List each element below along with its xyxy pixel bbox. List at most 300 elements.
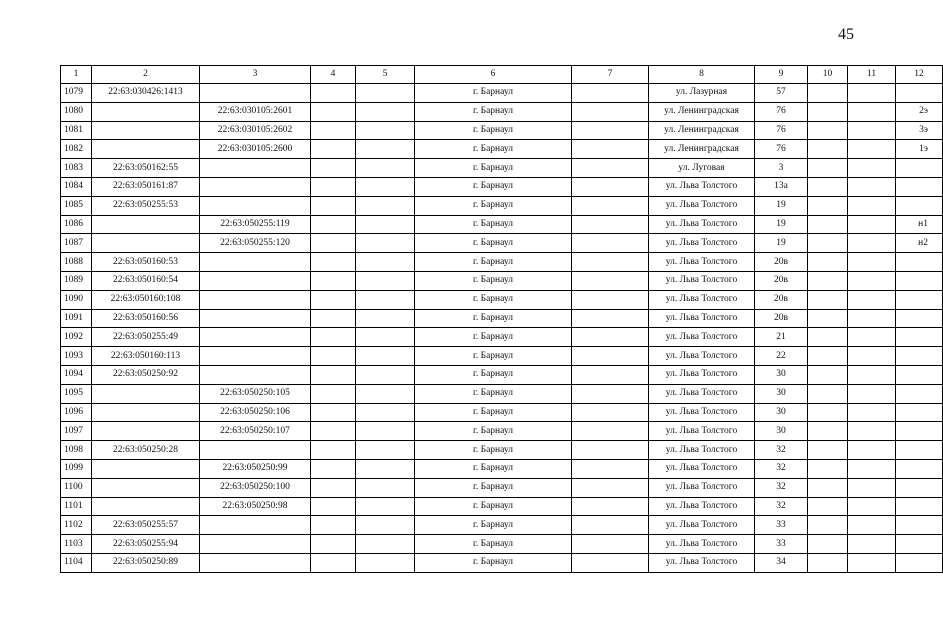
cell-row-number: 1102 xyxy=(61,516,92,535)
cell-column-11 xyxy=(848,441,896,460)
cell-street: ул. Ленинградская xyxy=(649,140,755,159)
cell-column-11 xyxy=(848,347,896,366)
cell-column-11 xyxy=(848,196,896,215)
cell-column-7 xyxy=(572,328,649,347)
cell-unit-number: 2э xyxy=(896,102,943,121)
column-header-4: 4 xyxy=(311,66,356,84)
cell-house-number: 33 xyxy=(755,516,808,535)
cell-column-10 xyxy=(808,290,848,309)
cell-column-5 xyxy=(356,384,415,403)
cell-street: ул. Льва Толстого xyxy=(649,459,755,478)
cell-street: ул. Ленинградская xyxy=(649,121,755,140)
cell-street: ул. Льва Толстого xyxy=(649,253,755,272)
cell-column-10 xyxy=(808,196,848,215)
cell-house-number: 30 xyxy=(755,422,808,441)
cell-row-number: 1088 xyxy=(61,253,92,272)
cell-column-5 xyxy=(356,140,415,159)
cell-column-4 xyxy=(311,102,356,121)
cell-row-number: 1100 xyxy=(61,478,92,497)
cell-building-cadastral-number xyxy=(200,365,311,384)
cell-city: г. Барнаул xyxy=(415,271,572,290)
cell-column-10 xyxy=(808,140,848,159)
cell-unit-number xyxy=(896,384,943,403)
cell-street: ул. Льва Толстого xyxy=(649,497,755,516)
table-row xyxy=(61,365,943,384)
cell-unit-number xyxy=(896,441,943,460)
cell-column-4 xyxy=(311,365,356,384)
cell-building-cadastral-number xyxy=(200,347,311,366)
cell-city: г. Барнаул xyxy=(415,478,572,497)
cell-house-number: 22 xyxy=(755,347,808,366)
cell-street: ул. Ленинградская xyxy=(649,102,755,121)
cell-column-11 xyxy=(848,516,896,535)
cell-city: г. Барнаул xyxy=(415,403,572,422)
cell-column-10 xyxy=(808,441,848,460)
table-row xyxy=(61,553,943,572)
cell-row-number: 1080 xyxy=(61,102,92,121)
cell-house-number: 34 xyxy=(755,553,808,572)
cell-column-7 xyxy=(572,516,649,535)
cell-column-5 xyxy=(356,309,415,328)
cell-land-cadastral-number: 22:63:050161:87 xyxy=(92,177,200,196)
cell-column-7 xyxy=(572,290,649,309)
cell-column-5 xyxy=(356,215,415,234)
cell-column-7 xyxy=(572,253,649,272)
cell-street: ул. Льва Толстого xyxy=(649,441,755,460)
cell-row-number: 1099 xyxy=(61,459,92,478)
cell-column-11 xyxy=(848,234,896,253)
cell-street: ул. Льва Толстого xyxy=(649,215,755,234)
cell-land-cadastral-number: 22:63:050250:92 xyxy=(92,365,200,384)
cell-column-11 xyxy=(848,365,896,384)
table-row xyxy=(61,328,943,347)
cell-row-number: 1092 xyxy=(61,328,92,347)
cell-city: г. Барнаул xyxy=(415,328,572,347)
cell-unit-number xyxy=(896,347,943,366)
cell-column-11 xyxy=(848,140,896,159)
cell-column-5 xyxy=(356,497,415,516)
cell-row-number: 1097 xyxy=(61,422,92,441)
cell-column-5 xyxy=(356,365,415,384)
cell-column-5 xyxy=(356,234,415,253)
cell-column-10 xyxy=(808,215,848,234)
column-header-8: 8 xyxy=(649,66,755,84)
cell-column-4 xyxy=(311,309,356,328)
cell-row-number: 1104 xyxy=(61,553,92,572)
cell-house-number: 57 xyxy=(755,84,808,103)
cell-column-11 xyxy=(848,328,896,347)
cell-column-11 xyxy=(848,84,896,103)
cell-land-cadastral-number xyxy=(92,215,200,234)
cell-column-10 xyxy=(808,422,848,441)
cell-building-cadastral-number xyxy=(200,271,311,290)
cell-column-5 xyxy=(356,441,415,460)
cell-land-cadastral-number xyxy=(92,234,200,253)
cell-building-cadastral-number xyxy=(200,441,311,460)
cell-row-number: 1079 xyxy=(61,84,92,103)
table-row xyxy=(61,196,943,215)
cell-city: г. Барнаул xyxy=(415,422,572,441)
cell-street: ул. Льва Толстого xyxy=(649,177,755,196)
cell-row-number: 1085 xyxy=(61,196,92,215)
cell-land-cadastral-number: 22:63:050160:53 xyxy=(92,253,200,272)
cell-house-number: 19 xyxy=(755,234,808,253)
cell-column-10 xyxy=(808,535,848,554)
page-number: 45 xyxy=(838,26,854,43)
cell-street: ул. Льва Толстого xyxy=(649,234,755,253)
cell-building-cadastral-number: 22:63:030105:2601 xyxy=(200,102,311,121)
cell-street: ул. Льва Толстого xyxy=(649,196,755,215)
cell-column-4 xyxy=(311,121,356,140)
cell-column-7 xyxy=(572,140,649,159)
cell-street: ул. Льва Толстого xyxy=(649,309,755,328)
address-registry-table xyxy=(60,65,943,573)
cell-column-11 xyxy=(848,253,896,272)
table-row xyxy=(61,234,943,253)
cell-building-cadastral-number: 22:63:050250:106 xyxy=(200,403,311,422)
cell-column-7 xyxy=(572,553,649,572)
cell-unit-number: 1э xyxy=(896,140,943,159)
cell-column-5 xyxy=(356,478,415,497)
cell-land-cadastral-number xyxy=(92,403,200,422)
cell-column-11 xyxy=(848,290,896,309)
cell-city: г. Барнаул xyxy=(415,365,572,384)
cell-column-4 xyxy=(311,159,356,178)
cell-land-cadastral-number: 22:63:050250:28 xyxy=(92,441,200,460)
cell-column-5 xyxy=(356,271,415,290)
cell-column-10 xyxy=(808,478,848,497)
cell-city: г. Барнаул xyxy=(415,121,572,140)
cell-column-10 xyxy=(808,121,848,140)
cell-street: ул. Льва Толстого xyxy=(649,403,755,422)
cell-column-4 xyxy=(311,535,356,554)
table-row xyxy=(61,140,943,159)
cell-column-11 xyxy=(848,309,896,328)
cell-unit-number xyxy=(896,309,943,328)
cell-house-number: 3 xyxy=(755,159,808,178)
cell-column-7 xyxy=(572,309,649,328)
cell-building-cadastral-number xyxy=(200,516,311,535)
column-header-1: 1 xyxy=(61,66,92,84)
cell-house-number: 76 xyxy=(755,102,808,121)
cell-city: г. Барнаул xyxy=(415,215,572,234)
cell-land-cadastral-number xyxy=(92,121,200,140)
cell-building-cadastral-number xyxy=(200,535,311,554)
cell-house-number: 19 xyxy=(755,215,808,234)
cell-column-4 xyxy=(311,441,356,460)
cell-house-number: 32 xyxy=(755,441,808,460)
cell-building-cadastral-number xyxy=(200,553,311,572)
cell-column-7 xyxy=(572,84,649,103)
cell-column-7 xyxy=(572,177,649,196)
cell-street: ул. Льва Толстого xyxy=(649,516,755,535)
cell-house-number: 30 xyxy=(755,403,808,422)
cell-unit-number xyxy=(896,84,943,103)
table-row xyxy=(61,497,943,516)
cell-column-5 xyxy=(356,84,415,103)
cell-column-10 xyxy=(808,328,848,347)
cell-column-4 xyxy=(311,196,356,215)
cell-house-number: 32 xyxy=(755,459,808,478)
cell-city: г. Барнаул xyxy=(415,196,572,215)
table-row xyxy=(61,459,943,478)
cell-building-cadastral-number: 22:63:050250:100 xyxy=(200,478,311,497)
cell-city: г. Барнаул xyxy=(415,84,572,103)
cell-column-11 xyxy=(848,384,896,403)
table-body xyxy=(61,84,943,573)
cell-house-number: 32 xyxy=(755,497,808,516)
cell-column-5 xyxy=(356,535,415,554)
cell-house-number: 33 xyxy=(755,535,808,554)
cell-column-4 xyxy=(311,290,356,309)
cell-column-4 xyxy=(311,516,356,535)
column-header-2: 2 xyxy=(92,66,200,84)
cell-street: ул. Льва Толстого xyxy=(649,347,755,366)
cell-unit-number xyxy=(896,271,943,290)
cell-column-5 xyxy=(356,553,415,572)
cell-city: г. Барнаул xyxy=(415,290,572,309)
table-row xyxy=(61,535,943,554)
cell-column-11 xyxy=(848,459,896,478)
cell-column-11 xyxy=(848,422,896,441)
cell-house-number: 20в xyxy=(755,271,808,290)
cell-building-cadastral-number: 22:63:050250:98 xyxy=(200,497,311,516)
cell-city: г. Барнаул xyxy=(415,441,572,460)
table-row xyxy=(61,271,943,290)
cell-row-number: 1095 xyxy=(61,384,92,403)
cell-column-4 xyxy=(311,140,356,159)
cell-building-cadastral-number: 22:63:050250:99 xyxy=(200,459,311,478)
cell-unit-number xyxy=(896,422,943,441)
cell-street: ул. Льва Толстого xyxy=(649,478,755,497)
cell-column-7 xyxy=(572,478,649,497)
cell-column-10 xyxy=(808,403,848,422)
cell-column-11 xyxy=(848,215,896,234)
cell-column-11 xyxy=(848,553,896,572)
cell-column-11 xyxy=(848,102,896,121)
cell-land-cadastral-number xyxy=(92,140,200,159)
cell-row-number: 1103 xyxy=(61,535,92,554)
cell-row-number: 1091 xyxy=(61,309,92,328)
cell-column-5 xyxy=(356,516,415,535)
cell-column-7 xyxy=(572,497,649,516)
column-header-3: 3 xyxy=(200,66,311,84)
cell-city: г. Барнаул xyxy=(415,516,572,535)
cell-unit-number: 3э xyxy=(896,121,943,140)
cell-unit-number xyxy=(896,553,943,572)
cell-column-4 xyxy=(311,422,356,441)
cell-column-7 xyxy=(572,422,649,441)
cell-house-number: 30 xyxy=(755,365,808,384)
cell-row-number: 1083 xyxy=(61,159,92,178)
column-header-9: 9 xyxy=(755,66,808,84)
cell-street: ул. Льва Толстого xyxy=(649,328,755,347)
table-row xyxy=(61,347,943,366)
cell-land-cadastral-number xyxy=(92,497,200,516)
cell-column-11 xyxy=(848,535,896,554)
cell-column-5 xyxy=(356,253,415,272)
cell-building-cadastral-number xyxy=(200,290,311,309)
cell-column-5 xyxy=(356,403,415,422)
cell-land-cadastral-number: 22:63:050250:89 xyxy=(92,553,200,572)
cell-building-cadastral-number xyxy=(200,253,311,272)
cell-unit-number xyxy=(896,253,943,272)
cell-column-10 xyxy=(808,384,848,403)
cell-column-7 xyxy=(572,347,649,366)
cell-house-number: 32 xyxy=(755,478,808,497)
cell-column-10 xyxy=(808,553,848,572)
cell-column-10 xyxy=(808,177,848,196)
cell-land-cadastral-number: 22:63:050160:54 xyxy=(92,271,200,290)
cell-column-11 xyxy=(848,478,896,497)
cell-building-cadastral-number xyxy=(200,159,311,178)
cell-row-number: 1093 xyxy=(61,347,92,366)
cell-column-4 xyxy=(311,403,356,422)
table-row xyxy=(61,215,943,234)
cell-row-number: 1084 xyxy=(61,177,92,196)
cell-land-cadastral-number: 22:63:030426:1413 xyxy=(92,84,200,103)
column-header-6: 6 xyxy=(415,66,572,84)
cell-house-number: 20в xyxy=(755,253,808,272)
cell-row-number: 1090 xyxy=(61,290,92,309)
table-row xyxy=(61,177,943,196)
cell-column-7 xyxy=(572,384,649,403)
cell-house-number: 76 xyxy=(755,140,808,159)
cell-building-cadastral-number: 22:63:050255:120 xyxy=(200,234,311,253)
cell-row-number: 1094 xyxy=(61,365,92,384)
cell-house-number: 76 xyxy=(755,121,808,140)
cell-column-4 xyxy=(311,553,356,572)
cell-column-10 xyxy=(808,497,848,516)
cell-column-10 xyxy=(808,365,848,384)
cell-column-5 xyxy=(356,159,415,178)
cell-column-7 xyxy=(572,121,649,140)
cell-building-cadastral-number: 22:63:050255:119 xyxy=(200,215,311,234)
cell-city: г. Барнаул xyxy=(415,384,572,403)
cell-unit-number xyxy=(896,159,943,178)
cell-land-cadastral-number xyxy=(92,478,200,497)
cell-land-cadastral-number xyxy=(92,459,200,478)
cell-column-7 xyxy=(572,102,649,121)
cell-building-cadastral-number: 22:63:030105:2600 xyxy=(200,140,311,159)
cell-land-cadastral-number: 22:63:050255:94 xyxy=(92,535,200,554)
cell-column-10 xyxy=(808,347,848,366)
cell-building-cadastral-number xyxy=(200,177,311,196)
cell-street: ул. Льва Толстого xyxy=(649,384,755,403)
cell-city: г. Барнаул xyxy=(415,234,572,253)
cell-building-cadastral-number: 22:63:050250:105 xyxy=(200,384,311,403)
cell-row-number: 1096 xyxy=(61,403,92,422)
cell-column-5 xyxy=(356,102,415,121)
cell-unit-number xyxy=(896,535,943,554)
table-row xyxy=(61,403,943,422)
cell-city: г. Барнаул xyxy=(415,459,572,478)
cell-column-7 xyxy=(572,365,649,384)
cell-unit-number xyxy=(896,290,943,309)
cell-unit-number xyxy=(896,403,943,422)
cell-column-7 xyxy=(572,403,649,422)
cell-row-number: 1098 xyxy=(61,441,92,460)
cell-house-number: 30 xyxy=(755,384,808,403)
cell-unit-number xyxy=(896,478,943,497)
cell-building-cadastral-number: 22:63:050250:107 xyxy=(200,422,311,441)
table-row xyxy=(61,441,943,460)
cell-street: ул. Льва Толстого xyxy=(649,422,755,441)
cell-unit-number xyxy=(896,328,943,347)
cell-land-cadastral-number xyxy=(92,422,200,441)
cell-street: ул. Льва Толстого xyxy=(649,271,755,290)
table-row xyxy=(61,309,943,328)
cell-column-4 xyxy=(311,234,356,253)
cell-column-7 xyxy=(572,159,649,178)
cell-column-7 xyxy=(572,234,649,253)
cell-column-10 xyxy=(808,253,848,272)
cell-row-number: 1082 xyxy=(61,140,92,159)
cell-column-11 xyxy=(848,497,896,516)
cell-row-number: 1101 xyxy=(61,497,92,516)
cell-city: г. Барнаул xyxy=(415,553,572,572)
cell-column-5 xyxy=(356,328,415,347)
cell-unit-number xyxy=(896,497,943,516)
cell-land-cadastral-number: 22:63:050160:113 xyxy=(92,347,200,366)
cell-building-cadastral-number: 22:63:030105:2602 xyxy=(200,121,311,140)
cell-column-5 xyxy=(356,347,415,366)
cell-column-7 xyxy=(572,271,649,290)
cell-city: г. Барнаул xyxy=(415,177,572,196)
table-row xyxy=(61,384,943,403)
cell-street: ул. Льва Толстого xyxy=(649,553,755,572)
cell-column-10 xyxy=(808,84,848,103)
table-row xyxy=(61,290,943,309)
table-row xyxy=(61,253,943,272)
cell-land-cadastral-number: 22:63:050255:49 xyxy=(92,328,200,347)
cell-column-5 xyxy=(356,177,415,196)
cell-column-10 xyxy=(808,516,848,535)
cell-column-4 xyxy=(311,497,356,516)
cell-land-cadastral-number: 22:63:050160:56 xyxy=(92,309,200,328)
cell-unit-number xyxy=(896,516,943,535)
cell-column-7 xyxy=(572,215,649,234)
cell-column-11 xyxy=(848,121,896,140)
cell-column-11 xyxy=(848,403,896,422)
cell-building-cadastral-number xyxy=(200,196,311,215)
cell-column-10 xyxy=(808,309,848,328)
cell-city: г. Барнаул xyxy=(415,535,572,554)
cell-city: г. Барнаул xyxy=(415,140,572,159)
cell-column-5 xyxy=(356,459,415,478)
cell-city: г. Барнаул xyxy=(415,309,572,328)
cell-city: г. Барнаул xyxy=(415,497,572,516)
cell-column-4 xyxy=(311,459,356,478)
cell-land-cadastral-number: 22:63:050255:53 xyxy=(92,196,200,215)
cell-column-4 xyxy=(311,84,356,103)
cell-column-11 xyxy=(848,159,896,178)
cell-column-4 xyxy=(311,215,356,234)
cell-column-5 xyxy=(356,196,415,215)
column-header-11: 11 xyxy=(848,66,896,84)
cell-unit-number: н2 xyxy=(896,234,943,253)
cell-land-cadastral-number: 22:63:050160:108 xyxy=(92,290,200,309)
cell-city: г. Барнаул xyxy=(415,253,572,272)
cell-city: г. Барнаул xyxy=(415,102,572,121)
cell-column-7 xyxy=(572,196,649,215)
cell-row-number: 1086 xyxy=(61,215,92,234)
table-row xyxy=(61,102,943,121)
cell-street: ул. Льва Толстого xyxy=(649,365,755,384)
cell-house-number: 20в xyxy=(755,309,808,328)
cell-column-4 xyxy=(311,347,356,366)
column-header-5: 5 xyxy=(356,66,415,84)
